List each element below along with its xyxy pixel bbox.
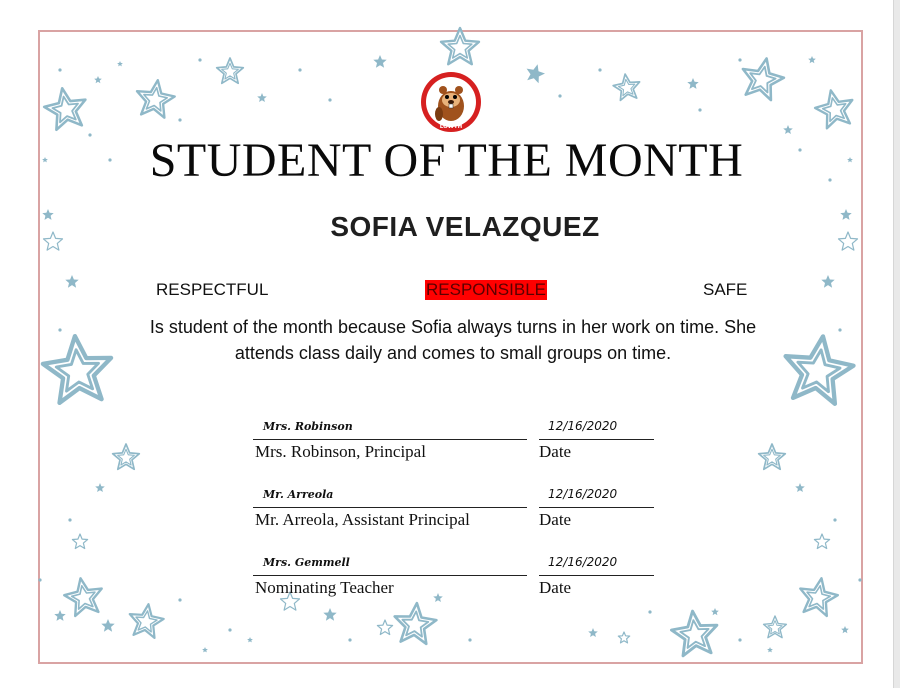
star-decoration-icon — [202, 647, 208, 652]
star-decoration-icon — [373, 55, 386, 68]
star-decoration-icon — [43, 336, 111, 403]
date-label: Date — [539, 442, 572, 461]
star-dot-decoration — [468, 638, 471, 641]
star-decoration-icon — [800, 578, 838, 616]
star-decoration-icon — [217, 58, 244, 83]
star-decoration-icon — [841, 626, 849, 633]
signature-teacher: Mrs. Gemmell — [263, 556, 350, 569]
signature-line — [253, 507, 527, 508]
star-decoration-icon — [117, 61, 123, 66]
value-safe: SAFE — [703, 280, 748, 299]
star-dot-decoration — [738, 638, 741, 641]
star-decoration-icon — [323, 608, 336, 621]
star-dot-decoration — [833, 518, 836, 521]
star-decoration-icon — [767, 647, 773, 652]
star-decoration-icon — [54, 610, 65, 621]
star-dot-decoration — [198, 58, 201, 61]
signature-date-principal: 12/16/2020 — [548, 419, 618, 433]
star-dot-decoration — [598, 68, 601, 71]
star-decoration-icon — [687, 78, 698, 89]
star-decoration-icon — [395, 603, 437, 644]
star-decoration-icon — [113, 444, 140, 469]
certificate-title: STUDENT OF THE MONTH — [149, 134, 744, 187]
star-dot-decoration — [348, 638, 351, 641]
star-decoration-icon — [743, 59, 784, 101]
star-dot-decoration — [648, 610, 651, 613]
star-decoration-icon — [808, 56, 816, 63]
vertical-scrollbar[interactable] — [893, 0, 900, 688]
role-label-teacher: Nominating Teacher — [255, 578, 394, 597]
star-decoration-icon — [95, 483, 105, 492]
beaver-mascot-icon — [419, 70, 483, 134]
signature-date-assistant-principal: 12/16/2020 — [548, 487, 618, 501]
mascot-badge-text: LOWTH — [439, 124, 463, 130]
star-decoration-icon — [764, 616, 787, 638]
date-line — [539, 575, 654, 576]
signature-date-teacher: 12/16/2020 — [548, 555, 618, 569]
star-dot-decoration — [298, 68, 301, 71]
star-dot-decoration — [178, 118, 181, 121]
value-responsible-highlighted: RESPONSIBLE — [426, 280, 546, 299]
signature-line — [253, 439, 527, 440]
star-decoration-icon — [377, 620, 392, 635]
signature-line — [253, 575, 527, 576]
star-decoration-icon — [130, 604, 164, 638]
student-name: SOFIA VELAZQUEZ — [330, 211, 600, 242]
star-decoration-icon — [433, 593, 443, 602]
star-decoration-icon — [247, 637, 253, 642]
role-label-principal: Mrs. Robinson, Principal — [255, 442, 426, 461]
star-decoration-icon — [137, 80, 175, 118]
date-label: Date — [539, 578, 572, 597]
star-dot-decoration — [178, 598, 181, 601]
signature-principal: Mrs. Robinson — [263, 420, 353, 433]
star-decoration-icon — [814, 534, 829, 549]
star-decoration-icon — [441, 28, 479, 64]
date-label: Date — [539, 510, 572, 529]
star-decoration-icon — [94, 76, 102, 83]
role-label-assistant-principal: Mr. Arreola, Assistant Principal — [255, 510, 470, 529]
star-decoration-icon — [672, 611, 717, 656]
star-decoration-icon — [527, 64, 545, 83]
star-dot-decoration — [228, 628, 231, 631]
star-dot-decoration — [558, 94, 561, 97]
star-decoration-icon — [64, 578, 102, 616]
star-dot-decoration — [858, 578, 861, 581]
star-decoration-icon — [613, 74, 639, 100]
star-decoration-icon — [257, 93, 267, 102]
star-decoration-icon — [618, 632, 629, 643]
award-reason: Is student of the month because Sofia always turns in her work on time. She attends class daily and comes to small groups on time. — [149, 317, 757, 363]
value-respectful: RESPECTFUL — [156, 280, 269, 299]
star-decoration-icon — [72, 534, 87, 549]
star-decoration-icon — [786, 336, 854, 403]
date-line — [539, 507, 654, 508]
star-decoration-icon — [711, 608, 719, 615]
star-decoration-icon — [795, 483, 805, 492]
star-decoration-icon — [65, 275, 78, 288]
star-decoration-icon — [101, 619, 114, 632]
star-decoration-icon — [821, 275, 834, 288]
date-line — [539, 439, 654, 440]
star-dot-decoration — [58, 68, 61, 71]
star-decoration-icon — [815, 90, 852, 128]
star-decoration-icon — [44, 88, 85, 130]
star-dot-decoration — [328, 98, 331, 101]
star-dot-decoration — [58, 328, 61, 331]
star-dot-decoration — [838, 328, 841, 331]
signature-assistant-principal: Mr. Arreola — [263, 488, 334, 501]
star-decoration-icon — [759, 444, 786, 469]
star-dot-decoration — [68, 518, 71, 521]
star-dot-decoration — [698, 108, 701, 111]
star-dot-decoration — [738, 58, 741, 61]
star-decoration-icon — [588, 628, 598, 637]
star-dot-decoration — [38, 578, 41, 581]
